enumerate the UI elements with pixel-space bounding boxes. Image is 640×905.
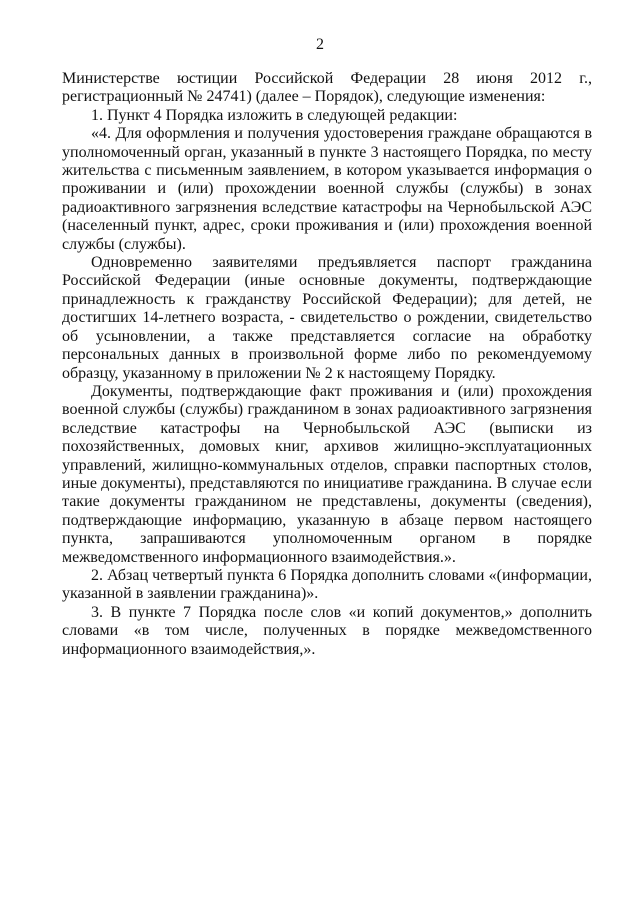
paragraph-intro: Министерстве юстиции Российской Федерации 28 июня 2012 г., регистрационный № 24741) (далее – Порядок), следующие изменения: <box>62 70 592 106</box>
paragraph-documents: Документы, подтверждающие факт проживания и (или) прохождения военной службы (службы) гражданином в зонах радиоактивного загрязнения вследствие катастрофы на Чернобыльской АЭС (выписки из похозяйственных, домовых книг, архивов жилищно-эксплуатационных управлений, жилищно-коммунальных отделов, справки паспортных столов, иные документы), представляются по инициативе гражданина. В случае если такие документы гражданином не представлены, документы (сведения), подтверждающие информацию, указанную в абзаце первом настоящего пункта, запрашиваются уполномоченным органом в порядке межведомственного информационного взаимодействия.». <box>62 382 592 566</box>
paragraph-item-3: 3. В пункте 7 Порядка после слов «и копий документов,» дополнить словами «в том числе, полученных в порядке межведомственного информационного взаимодействия,». <box>62 603 592 658</box>
document-body <box>62 70 592 659</box>
paragraph-item-2: 2. Абзац четвертый пункта 6 Порядка дополнить словами «(информации, указанной в заявлении гражданина)». <box>62 566 592 603</box>
paragraph-item-1: 1. Пункт 4 Порядка изложить в следующей редакции: <box>91 106 458 124</box>
paragraph-point-4: «4. Для оформления и получения удостоверения граждане обращаются в уполномоченный орган, указанный в пункте 3 настоящего Порядка, по месту жительства с письменным заявлением, в котором указывается информация о проживании и (или) прохождении военной службы (службы) в зонах радиоактивного загрязнения вследствие катастрофы на Чернобыльской АЭС (населенный пункт, адрес, сроки проживания и (или) прохождения военной службы (службы). <box>62 125 592 253</box>
paragraph-passport: Одновременно заявителями предъявляется паспорт гражданина Российской Федерации (иные основные документы, подтверждающие принадлежность к гражданству Российской Федерации); для детей, не достигших 14-летнего возраста, - свидетельство о рождении, свидетельство об усыновлении, а также представляется согласие на обработку персональных данных в произвольной форме либо по рекомендуемому образцу, указанному в приложении № 2 к настоящему Порядку. <box>62 254 592 382</box>
page-number: 2 <box>316 36 324 53</box>
